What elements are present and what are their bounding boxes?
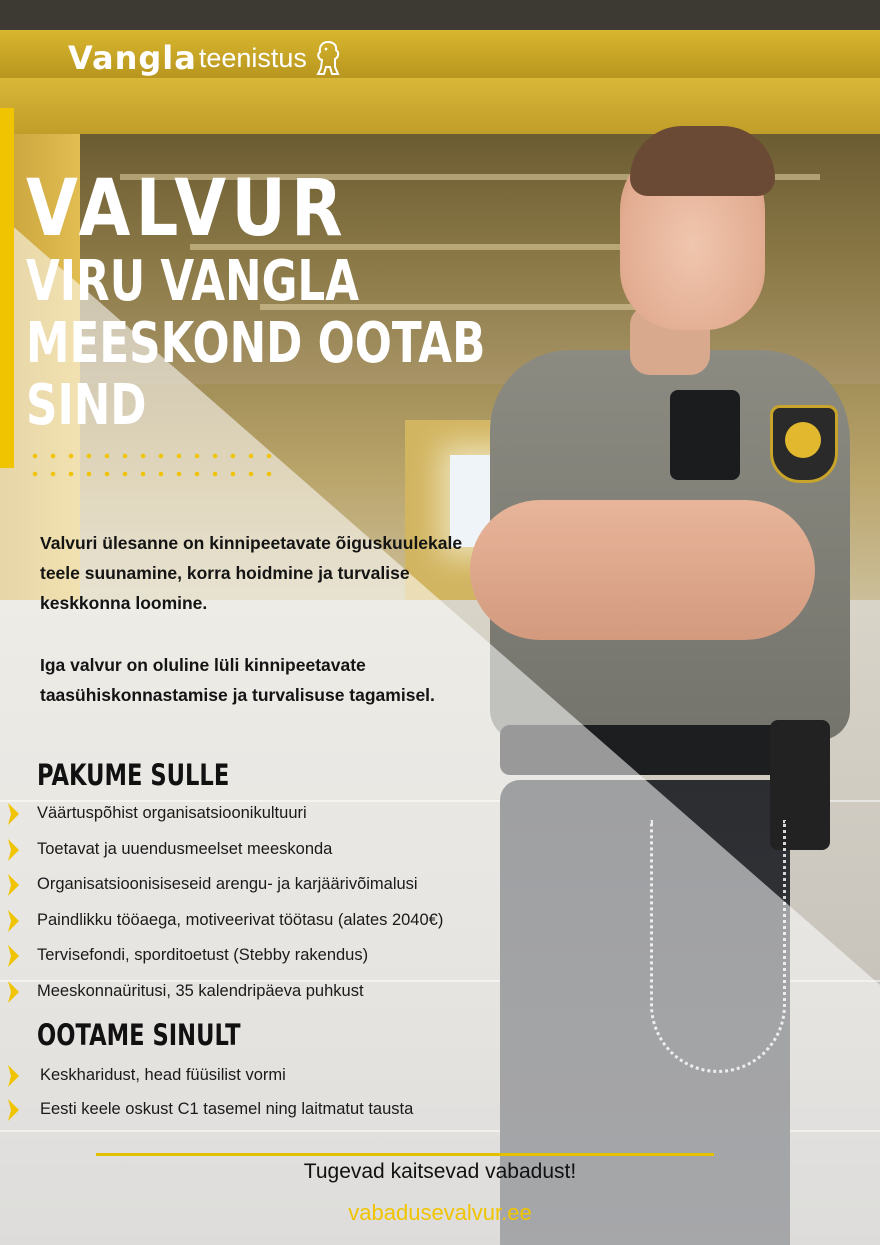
intro-paragraph: Valvuri ülesanne on kinnipeetavate õiguskuulekale teele suunamine, korra hoidmine ja turvalise keskkonna loomine. bbox=[40, 533, 463, 613]
list-item bbox=[0, 903, 443, 939]
decorative-dot-grid bbox=[26, 447, 276, 489]
list-item-label: Keskharidust, head füüsilist vormi bbox=[40, 1065, 286, 1084]
list-item-label: Eesti keele oskust C1 tasemel ning laitmatut tausta bbox=[40, 1099, 414, 1118]
lion-emblem-icon bbox=[313, 38, 343, 78]
list-item-label: Paindlikku tööaega, motiveerivat töötasu (alates 2040€) bbox=[37, 910, 444, 929]
expect-list bbox=[0, 1058, 413, 1126]
intro-paragraph: Iga valvur on oluline lüli kinnipeetavate taasühiskonnastamise ja turvalisuse tagamisel. bbox=[40, 655, 435, 705]
brand-name-light: teenistus bbox=[198, 42, 307, 73]
headline-title: VALVUR bbox=[26, 164, 348, 254]
bodycam-icon bbox=[670, 390, 740, 480]
brand-logo bbox=[68, 38, 343, 78]
headline-subtitle-line: SIND bbox=[26, 373, 147, 438]
website-link[interactable]: vabadusevalvur.ee bbox=[348, 1200, 532, 1225]
list-item-label: Tervisefondi, sporditoetust (Stebby rakendus) bbox=[37, 946, 369, 965]
list-item bbox=[0, 938, 443, 974]
chevron-right-icon bbox=[7, 944, 21, 968]
guard-crossed-arms bbox=[470, 500, 815, 640]
footer-divider bbox=[96, 1153, 714, 1156]
list-item bbox=[0, 796, 443, 832]
offer-heading: PAKUME SULLE bbox=[37, 758, 230, 792]
expect-heading: OOTAME SINULT bbox=[37, 1018, 241, 1052]
chevron-right-icon bbox=[7, 909, 21, 933]
list-item-label: Toetavat ja uuendusmeelset meeskonda bbox=[37, 839, 333, 858]
page-title bbox=[26, 164, 615, 438]
list-item-label: Väärtuspõhist organisatsioonikultuuri bbox=[37, 804, 307, 823]
list-item bbox=[0, 832, 443, 868]
headline-subtitle-line: MEESKOND OOTAB bbox=[26, 311, 486, 376]
chevron-right-icon bbox=[7, 873, 21, 897]
list-item bbox=[0, 1058, 413, 1092]
chevron-right-icon bbox=[7, 838, 21, 862]
list-item bbox=[0, 867, 443, 903]
footer-slogan: Tugevad kaitsevad vabadust! bbox=[303, 1160, 577, 1183]
headline-subtitle-line: VIRU VANGLA bbox=[26, 249, 360, 314]
accent-bar bbox=[0, 108, 14, 468]
shoulder-patch-icon bbox=[770, 405, 838, 483]
list-item bbox=[0, 1092, 413, 1126]
chevron-right-icon bbox=[7, 802, 21, 826]
chevron-right-icon bbox=[7, 980, 21, 1004]
list-item-label: Organisatsioonisiseseid arengu- ja karjäärivõimalusi bbox=[37, 875, 418, 894]
offer-list bbox=[0, 796, 443, 1009]
chevron-right-icon bbox=[7, 1098, 21, 1122]
list-item-label: Meeskonnaüritusi, 35 kalendripäeva puhkust bbox=[37, 981, 364, 1000]
list-item bbox=[0, 974, 443, 1010]
brand-name-bold: Vangla bbox=[68, 39, 197, 77]
guard-hair bbox=[630, 126, 775, 196]
chevron-right-icon bbox=[7, 1064, 21, 1088]
